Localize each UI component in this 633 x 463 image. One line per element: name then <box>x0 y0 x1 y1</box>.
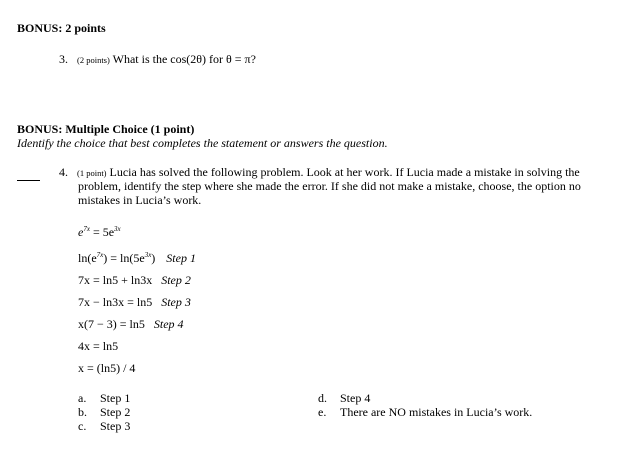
step-label: Step 2 <box>161 273 191 287</box>
work-equation-5: 4x = ln5 <box>78 339 119 353</box>
step-label: Step 1 <box>166 251 196 265</box>
question-text: What is the cos(2θ) for θ = π? <box>112 52 256 66</box>
work-equation-3: 7x − ln3x = ln5 Step 3 <box>78 295 191 309</box>
work-equation-0: $e^{7x} = 5e^{3x}$ <box>78 225 121 239</box>
instruction-text: Identify the choice that best completes the statement or answers the question. <box>17 136 388 150</box>
work-equation-2: 7x = ln5 + ln3x Step 2 <box>78 273 191 287</box>
work-equation-6: x = (ln5) / 4 <box>78 361 136 375</box>
question-3 <box>59 52 256 67</box>
work-equation-1: $\ln(e^{7x}) = \ln(5e^{3x})$ Step 1 <box>78 251 196 265</box>
question-number: 3. <box>59 52 68 66</box>
work-equation-4: x(7 − 3) = ln5 Step 4 <box>78 317 184 331</box>
bonus-header: BONUS: 2 points <box>17 21 106 35</box>
choice-a[interactable]: a. Step 1 <box>78 391 131 405</box>
step-label: Step 3 <box>161 295 191 309</box>
bonus-mc-header: BONUS: Multiple Choice (1 point) <box>17 122 195 136</box>
choice-e[interactable]: e. There are NO mistakes in Lucia’s work. <box>318 405 533 419</box>
question-4 <box>59 165 580 180</box>
choice-d[interactable]: d. Step 4 <box>318 391 371 405</box>
choice-c[interactable]: c. Step 3 <box>78 419 131 433</box>
question-text-line3: mistakes in Lucia’s work. <box>78 193 202 207</box>
step-label: Step 4 <box>153 317 184 331</box>
question-points: (2 points) <box>77 55 110 65</box>
question-points: (1 point) <box>77 168 107 178</box>
question-text-line2: problem, identify the step where she made the error. If she did not make a mistake, choose, the option no <box>78 179 581 193</box>
question-text-line1: Lucia has solved the following problem. Look at her work. If Lucia made a mistake in solving the <box>109 165 580 179</box>
question-number: 4. <box>59 165 68 179</box>
answer-blank[interactable] <box>17 170 40 184</box>
choice-b[interactable]: b. Step 2 <box>78 405 131 419</box>
